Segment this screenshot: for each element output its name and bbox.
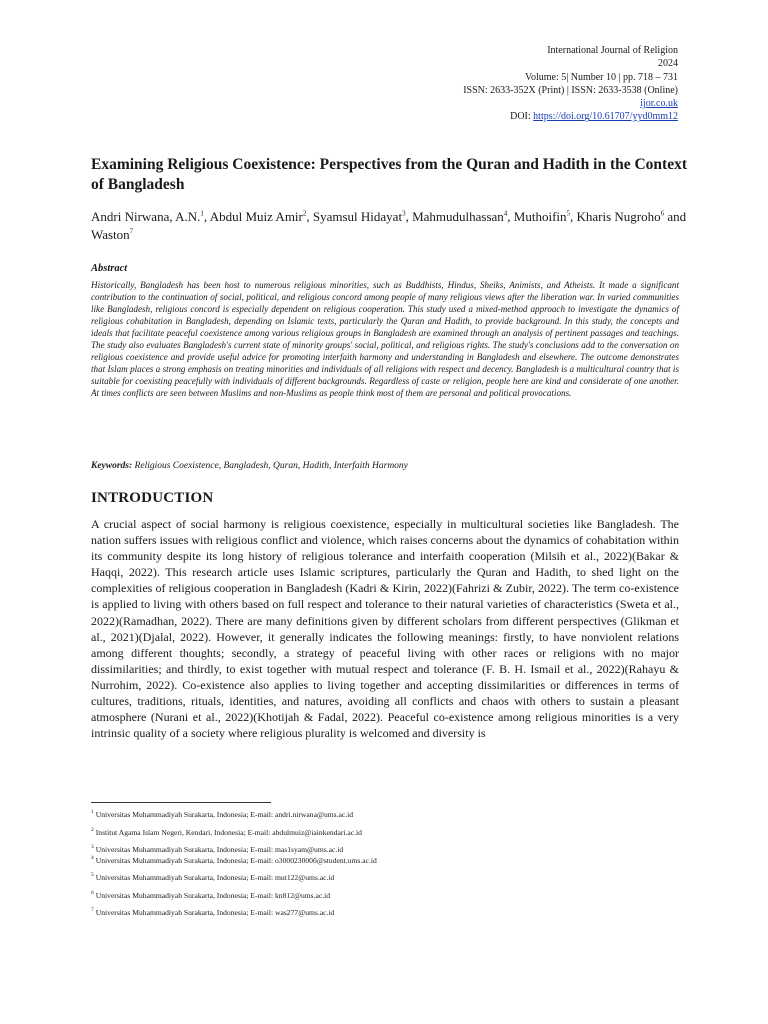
author-affiliation-number: 6 — [660, 209, 665, 218]
author-separator: , — [203, 209, 210, 224]
footnote-text: Universitas Muhammadiyah Surakarta, Indonesia; E-mail: mas1syam@ums.ac.id — [95, 845, 344, 854]
footnote-text: Universitas Muhammadiyah Surakarta, Indonesia; E-mail: o300023000б@student.ums.ac.id — [95, 855, 377, 865]
footnote-number: 6 — [91, 889, 94, 896]
author-separator: , — [405, 209, 413, 224]
abstract-text: Historically, Bangladesh has been host to numerous religious minorities, such as Buddhists, Hindus, Sheiks, Animists, and Atheists. It made a significant contribution to the continuation of social, political, and religious concord among people of many religious views after the liberation war. In varied communities like Bangladesh, religious concord is especially dependent on religious cooperation. This study used a mixed-method approach to investigate the dynamics of religious cohabitation in Bangladesh, depending on Islamic texts, particularly the Quran and Hadith, to provide background. In this study, the concepts and ideals that facilitate peaceful coexistence among various religious groups in Bangladesh are examined through an analysis of pertinent passages and teachings. The study also evaluates Bangladesh's current state of minority groups' social, political, and religious rights. The study's conclusions add to the conversation on religious coexistence and provide useful advice for promoting interfaith harmony and understanding in Bangladesh and elsewhere. The outcome demonstrates that Islam places a strong emphasis on treating minorities and individuals of all religions with respect and decency. Bangladesh is a multicultural country that is suitable for coexisting peacefully with individuals of different backgrounds. Regardless of caste or religion, people here are kind and considerate of one another. At times conflicts are seen between Muslims and non-Muslims as people think most of them are personal and political provocations. — [91, 280, 679, 399]
author-list — [91, 208, 691, 244]
footnote-number: 5 — [91, 872, 94, 879]
doi-label: DOI: — [510, 111, 534, 123]
journal-name: International Journal of Religion — [547, 45, 678, 56]
footnote-divider — [91, 802, 271, 803]
abstract-heading: Abstract — [91, 263, 128, 274]
introduction-text: A crucial aspect of social harmony is religious coexistence, especially in multicultural societies like Bangladesh. The nation suffers issues with religious conflict and violence, which raises concerns about the dynamics of cohabitation within its community despite its long history of religious tolerance and interfaith cooperation (Milsih et al., 2022)(Bakar & Haqqi, 2022). This research article uses Islamic scriptures, particularly the Quran and Hadith, to shed light on the complexities of religious cooperation in Bangladesh (Kadri & Kirin, 2022)(Fahrizi & Zubir, 2022). The term co-existence is applied to living with others based on full respect and tolerance to their natural varieties of characteristics (Sweta et al., 2022)(Ramadhan, 2022). There are many definitions given by different scholars from different perspectives (Glikman et al., 2021)(Djalal, 2022). However, it generally indicates the following meanings: firstly, to have nonviolent relations among different thoughts; secondly, a strategy of peaceful living with other races or religions with no major dissimilarities; and thirdly, to exist together with mutual respect and tolerance (F. B. H. Ismail et al., 2022)(Rahayu & Nurrohim, 2022). Co-existence also applies to living together and accepting dissimilarities or differences in terms of cultures, traditions, rituals, identities, and natures, avoiding all conflicts and chaos with others to sustain a pleasant atmosphere (Nurani et al., 2022)(Khotijah & Fadal, 2022). Peaceful co-existence among religious minorities is a very intrinsic quality of a society where religious plurality is welcomed and diversity is — [91, 517, 679, 741]
footnote-text: Universitas Muhammadiyah Surakarta, Indonesia; E-mail: kn812@ums.ac.id — [95, 890, 331, 900]
keywords-line — [91, 461, 408, 471]
author-name: Syamsul Hidayat — [312, 209, 403, 224]
footnote-number: 2 — [91, 826, 94, 833]
author-affiliation-number: 5 — [566, 209, 571, 218]
volume-info: Volume: 5| Number 10 | pp. 718 – 731 — [525, 71, 678, 83]
footnote-number: 1 — [91, 809, 94, 816]
footnote — [91, 810, 591, 820]
footnote — [91, 873, 591, 883]
issn-info: ISSN: 2633-352X (Print) | ISSN: 2633-3538 (Online) — [463, 84, 678, 96]
doi-link[interactable]: https://doi.org/10.61707/yyd0mm12 — [533, 111, 678, 123]
journal-header — [463, 44, 678, 124]
footnotes — [91, 810, 591, 918]
footnote-number: 4 — [91, 854, 94, 861]
author-affiliation-number: 1 — [200, 209, 204, 218]
author-name: Muthoifin — [513, 209, 567, 224]
keywords-list: Religious Coexistence, Bangladesh, Quran, Hadith, Interfaith Harmony — [132, 461, 408, 471]
footnote-number: 7 — [91, 907, 94, 914]
footnote-text: Institut Agama Islam Negeri, Kendari, Indonesia; E-mail: abdulmuiz@iainkendari.ac.id — [95, 827, 362, 837]
footnote-text: Universitas Muhammadiyah Surakarta, Indonesia; E-mail: andri.nirwana@ums.ac.id — [95, 810, 354, 819]
footnote-number: 3 — [91, 844, 94, 851]
footnote — [91, 891, 591, 901]
author-separator: , — [570, 209, 577, 224]
footnote-text: Universitas Muhammadiyah Surakarta, Indonesia; E-mail: mut122@ums.ac.id — [95, 873, 335, 882]
paper-title: Examining Religious Coexistence: Perspectives from the Quran and Hadith in the Context of Bangladesh — [91, 156, 688, 193]
introduction-heading: INTRODUCTION — [91, 490, 214, 506]
keywords-label: Keywords: — [91, 461, 133, 471]
author-affiliation-number: 4 — [503, 209, 508, 218]
footnote — [91, 845, 591, 855]
author-affiliation-number: 7 — [129, 227, 134, 236]
footnote-text: Universitas Muhammadiyah Surakarta, Indonesia; E-mail: was277@ums.ac.id — [95, 908, 335, 917]
author-affiliation-number: 3 — [402, 209, 406, 218]
author-name: Abdul Muiz Amir — [209, 209, 303, 224]
journal-year: 2024 — [658, 58, 678, 70]
author-affiliation-number: 2 — [302, 209, 307, 218]
author-separator: , — [306, 209, 313, 224]
author-name: Waston — [91, 227, 130, 242]
author-name: Kharis Nugroho — [576, 209, 661, 224]
author-separator: and — [664, 209, 687, 224]
author-separator: , — [507, 209, 514, 224]
author-name: Mahmudulhassan — [412, 209, 504, 224]
author-name: Andri Nirwana, A.N. — [91, 209, 201, 224]
doi-line — [463, 110, 678, 123]
footnote — [91, 828, 591, 838]
footnote — [91, 908, 591, 918]
footnote — [91, 856, 591, 866]
journal-site-link[interactable]: ijor.co.uk — [640, 98, 678, 110]
